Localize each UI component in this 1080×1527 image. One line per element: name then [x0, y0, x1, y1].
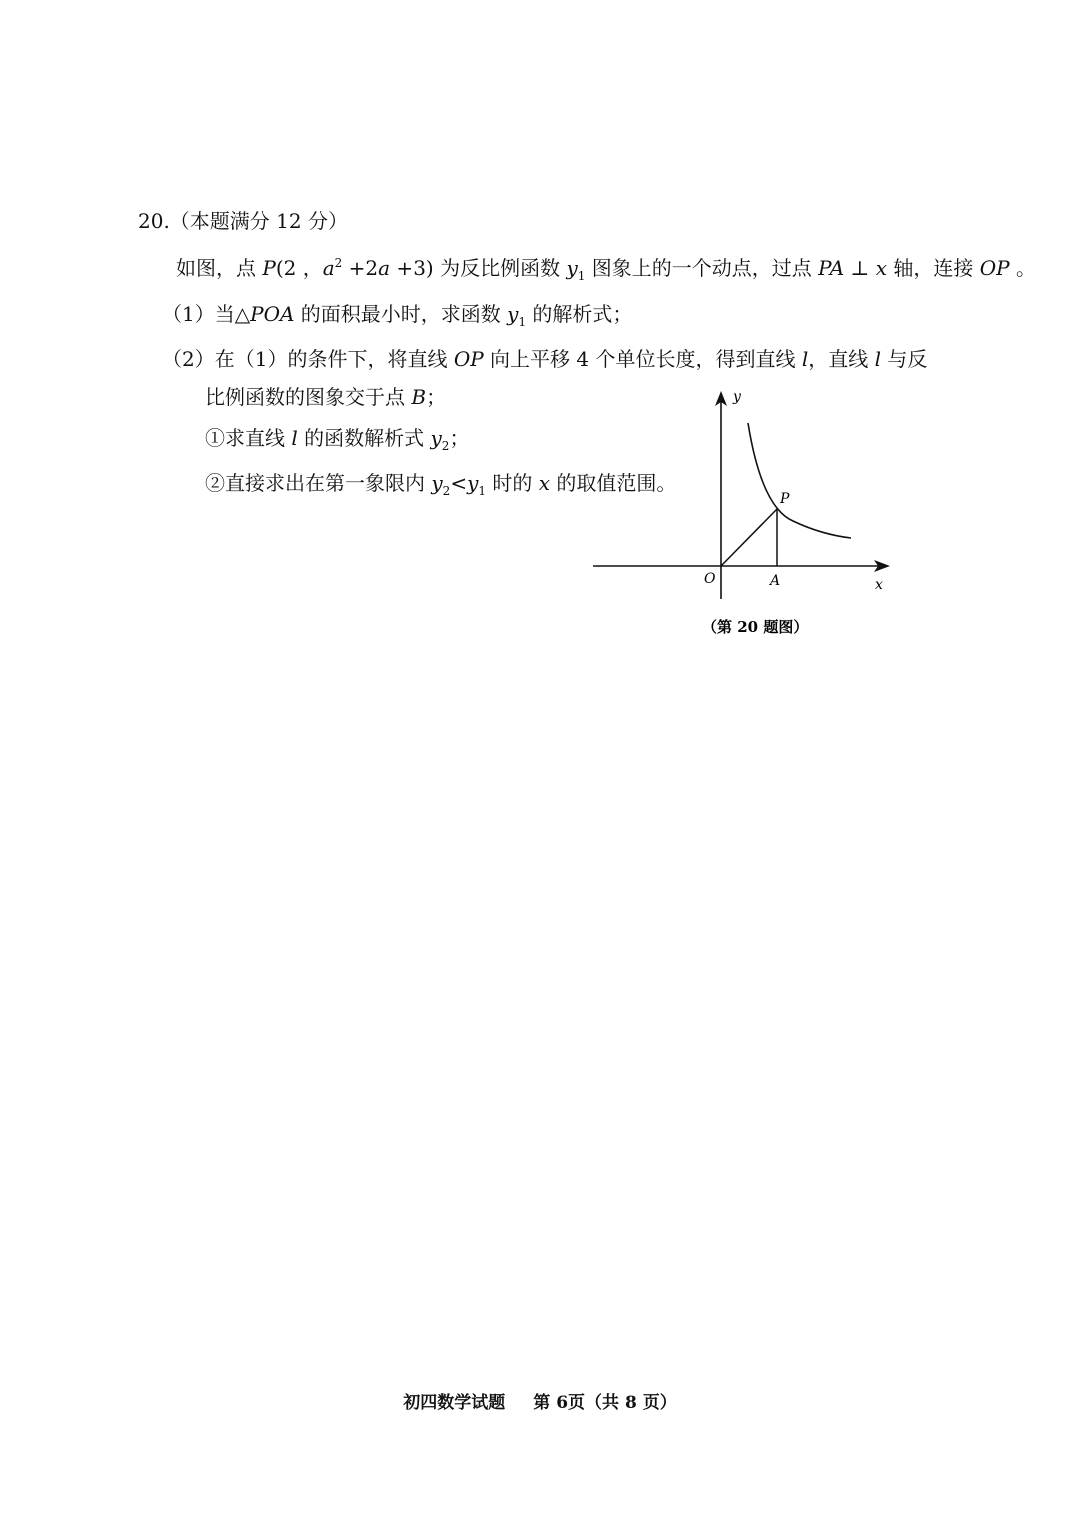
- sub2-var-y1: y: [467, 471, 479, 495]
- stem-close: +3): [390, 256, 434, 280]
- part-2-line-1: [162, 346, 927, 372]
- label-x: x: [875, 577, 883, 593]
- part1-triangle-poa: POA: [250, 302, 295, 326]
- sub1-sub: 2: [441, 439, 450, 453]
- stem-text-3: 图象上的一个动点，过点: [585, 256, 819, 280]
- label-a: A: [770, 573, 781, 589]
- label-p: P: [780, 491, 790, 507]
- footer-page-number: 第 6页（共 8 页）: [533, 1393, 677, 1413]
- part2-line-l-2: l: [874, 347, 881, 371]
- part2-segment-op: OP: [453, 347, 484, 371]
- stem-perp: ⊥: [844, 256, 876, 280]
- sub1-line-l: l: [291, 426, 298, 450]
- label-y: y: [733, 389, 741, 405]
- part2-line2-end: ；: [426, 385, 447, 409]
- stem-end: 。: [1009, 256, 1036, 280]
- question-header: [138, 208, 348, 234]
- footer-title: 初四数学试题: [403, 1393, 506, 1413]
- stem-var-x: x: [875, 256, 888, 280]
- question-header-text: 20.（本题满分 12 分）: [138, 209, 348, 233]
- part2-line1-end: 与反: [881, 347, 928, 371]
- part2-line1-pre: （2）在（1）的条件下，将直线: [162, 347, 454, 371]
- stem-exponent: 2: [334, 256, 343, 270]
- stem-text-1: 如图，点: [176, 256, 263, 280]
- sub1-mid: 的函数解析式: [297, 426, 431, 450]
- sub2-lt: <: [450, 471, 468, 495]
- stem-sub-1: 1: [577, 269, 586, 283]
- stem-text-2: 为反比例函数: [433, 256, 567, 280]
- stem-open: (2 ，: [275, 256, 323, 280]
- stem-segment-pa: PA: [818, 256, 845, 280]
- part2-line1-mid: 向上平移 4 个单位长度，得到直线: [483, 347, 802, 371]
- sub2-sub-1: 1: [478, 484, 487, 498]
- hyperbola-curve: [748, 423, 851, 538]
- sub-question-1: [205, 425, 469, 451]
- part2-line1-mid2: ，直线: [808, 347, 875, 371]
- sub2-var-y2: y: [431, 471, 443, 495]
- part1-mid: 的面积最小时，求函数: [294, 302, 508, 326]
- stem-mid: +2: [342, 256, 379, 280]
- stem-point-p: P: [262, 256, 276, 280]
- sub2-var-x: x: [538, 471, 551, 495]
- part1-end: 的解析式；: [526, 302, 633, 326]
- segment-op: [721, 509, 777, 566]
- stem-var-a: a: [322, 256, 335, 280]
- page-footer: [0, 1388, 1080, 1413]
- part2-line-l: l: [801, 347, 809, 371]
- sub2-sub-2: 2: [442, 484, 451, 498]
- figure-20: [590, 385, 900, 645]
- part1-pre: （1）当△: [162, 302, 251, 326]
- sub1-end: ；: [449, 426, 470, 450]
- sub2-pre: ②直接求出在第一象限内: [205, 471, 432, 495]
- part-1: [162, 301, 632, 327]
- stem-var-a-2: a: [378, 256, 391, 280]
- part1-sub: 1: [518, 315, 527, 329]
- stem-segment-op: OP: [979, 256, 1010, 280]
- stem-text-4: 轴，连接: [887, 256, 980, 280]
- part2-point-b: B: [411, 385, 427, 409]
- sub1-var-y: y: [430, 426, 442, 450]
- sub2-mid: 时的: [486, 471, 539, 495]
- part-2-line-2: [205, 384, 446, 410]
- part2-line2-pre: 比例函数的图象交于点: [205, 385, 412, 409]
- figure-caption: （第 20 题图）: [702, 618, 809, 636]
- sub2-end: 的取值范围。: [550, 471, 677, 495]
- part1-var-y: y: [507, 302, 519, 326]
- label-o: O: [704, 571, 716, 587]
- sub1-pre: ①求直线: [205, 426, 292, 450]
- stem-var-y: y: [566, 256, 578, 280]
- question-stem: [176, 255, 1036, 281]
